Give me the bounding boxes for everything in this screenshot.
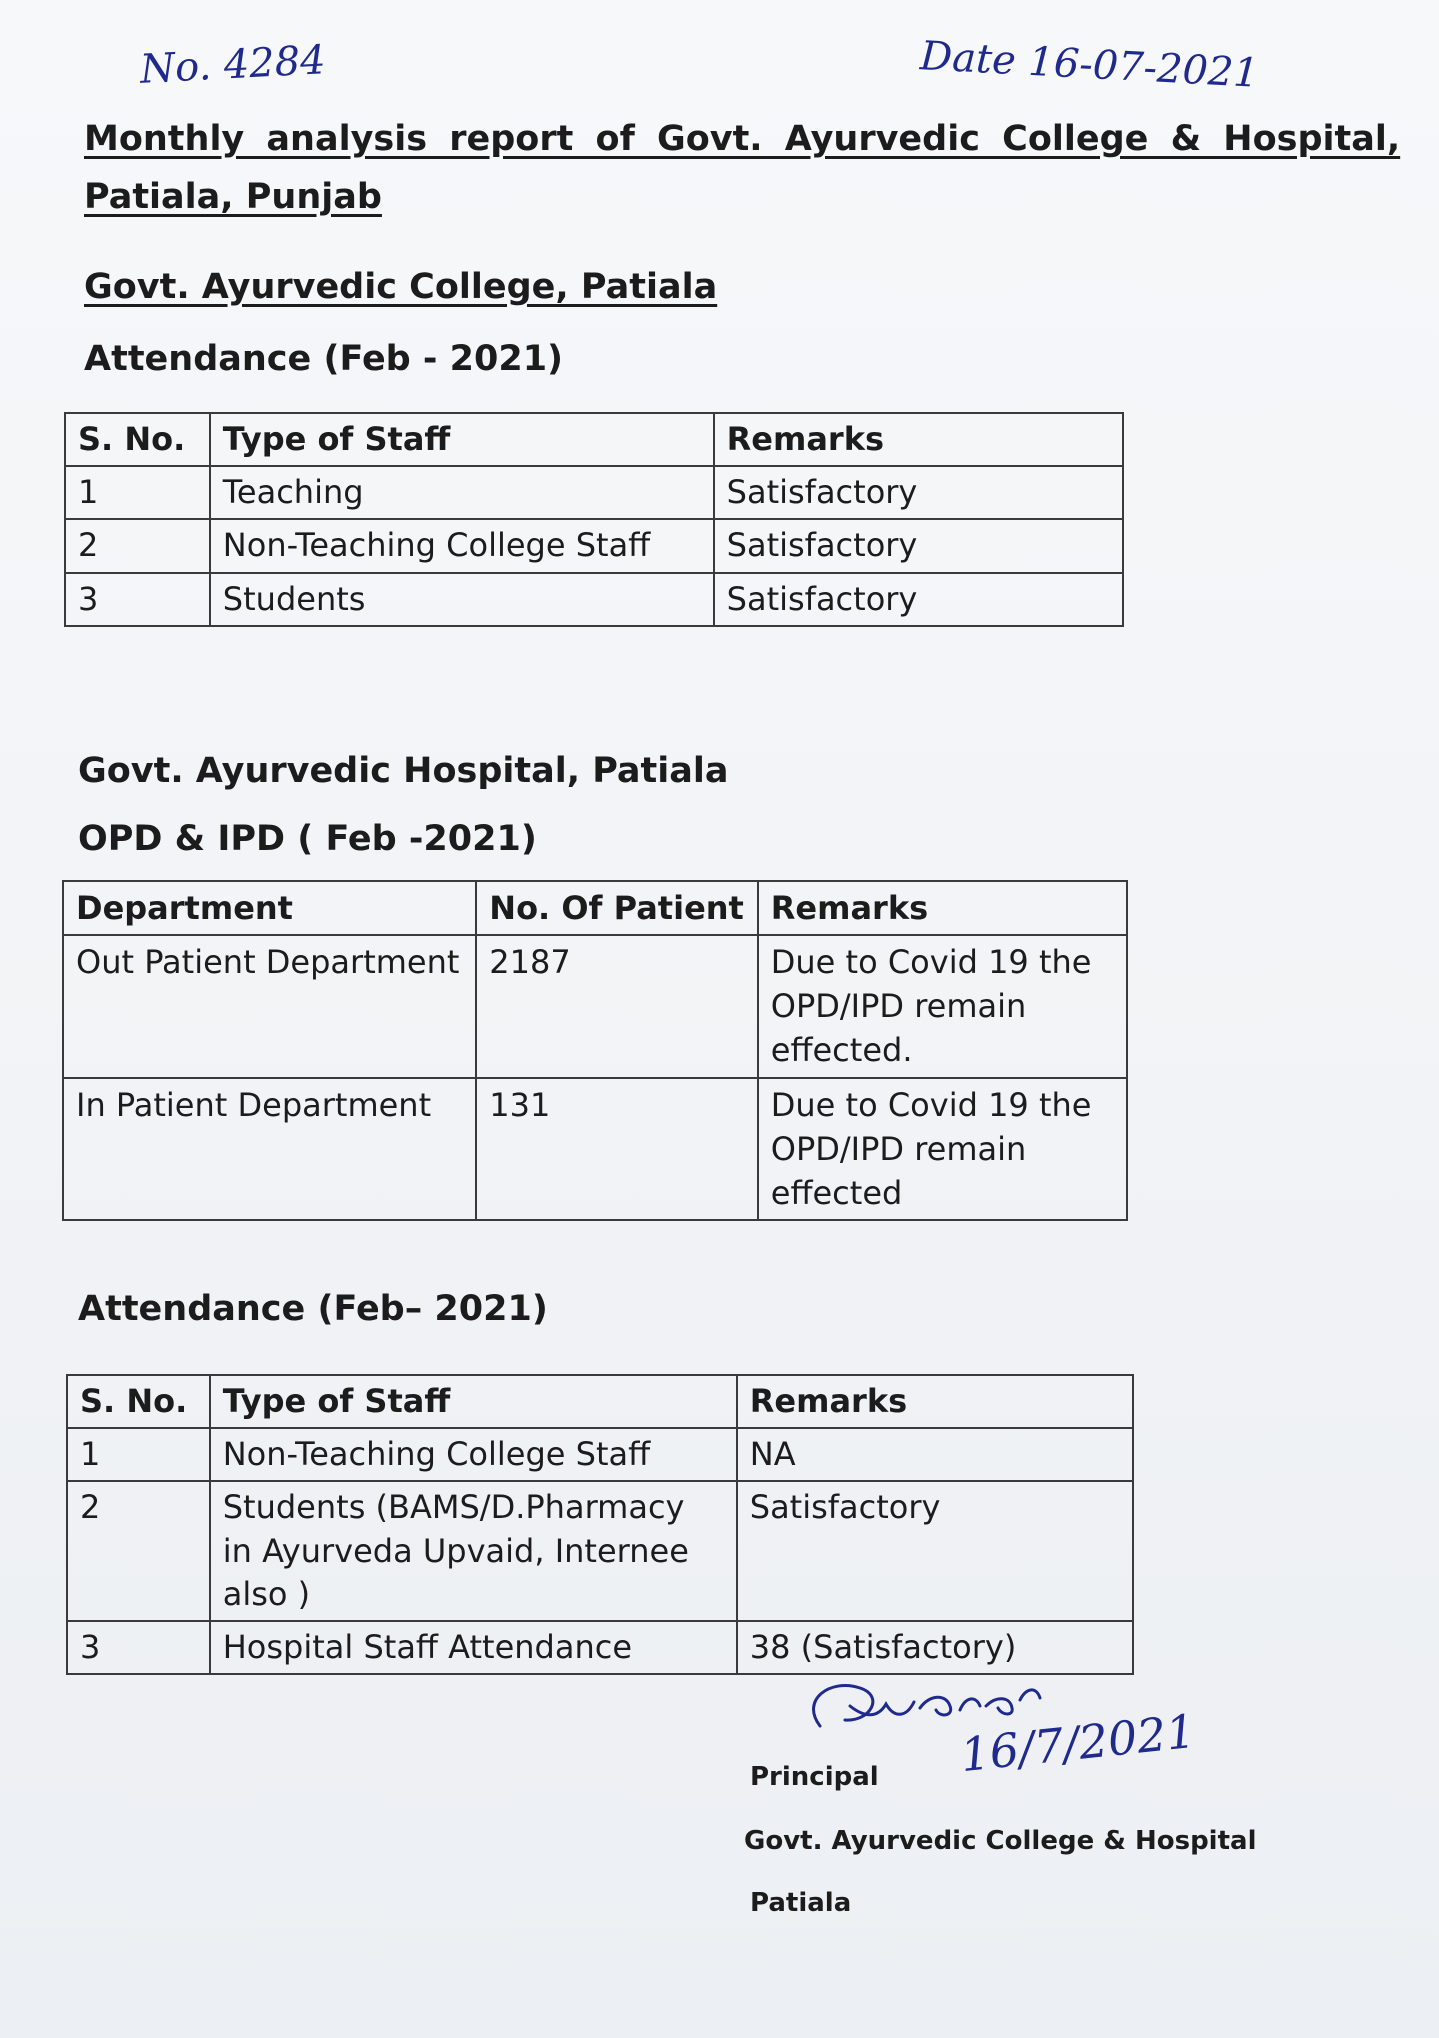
table-cell: 2 [65,519,210,572]
table-cell: Students (BAMS/D.Pharmacy in Ayurveda Upvaid, Internee also ) [210,1481,737,1621]
college-heading: Govt. Ayurvedic College, Patiala [84,267,718,307]
table-cell: 3 [67,1621,210,1674]
column-header: Remarks [737,1375,1133,1428]
table-cell: Satisfactory [714,519,1123,572]
table-cell: NA [737,1428,1133,1481]
table-header-row [67,1375,1133,1428]
table-cell: In Patient Department [63,1078,476,1220]
signatory-institution: Govt. Ayurvedic College & Hospital [744,1826,1257,1856]
table-row [67,1428,1133,1481]
hospital-attendance-heading: Attendance (Feb– 2021) [78,1289,548,1329]
column-header: Type of Staff [210,1375,737,1428]
opd-ipd-table [62,880,1128,1221]
report-title-line1: Monthly analysis report of Govt. Ayurvedic College & Hospital, [84,119,1401,159]
signatory-designation: Principal [750,1762,879,1792]
table-cell: 38 (Satisfactory) [737,1621,1133,1674]
column-header: Type of Staff [210,413,714,466]
table-row [63,935,1127,1077]
column-header: Remarks [758,881,1127,935]
table-cell: Out Patient Department [63,935,476,1077]
table-row [67,1481,1133,1621]
table-cell: Satisfactory [737,1481,1133,1621]
table-row [63,1078,1127,1220]
college-attendance-heading: Attendance (Feb - 2021) [84,339,564,379]
opd-ipd-heading: OPD & IPD ( Feb -2021) [78,819,537,859]
college-attendance-table [64,412,1124,627]
table-cell: Hospital Staff Attendance [210,1621,737,1674]
table-cell: Students [210,573,714,626]
signature-date: 16/7/2021 [957,1703,1199,1783]
table-cell: Due to Covid 19 the OPD/IPD remain effected [758,1078,1127,1220]
table-row [65,466,1123,519]
column-header: S. No. [67,1375,210,1428]
table-cell: Due to Covid 19 the OPD/IPD remain effected. [758,935,1127,1077]
table-cell: Teaching [210,466,714,519]
hospital-heading: Govt. Ayurvedic Hospital, Patiala [78,751,729,791]
column-header: S. No. [65,413,210,466]
column-header: Department [63,881,476,935]
signatory-place: Patiala [750,1888,852,1918]
hospital-attendance-table [66,1374,1134,1675]
table-row [65,573,1123,626]
table-header-row [65,413,1123,466]
reference-number: No. 4284 [138,37,327,93]
table-cell: Satisfactory [714,466,1123,519]
table-cell: Satisfactory [714,573,1123,626]
table-cell: 1 [67,1428,210,1481]
table-cell: 2187 [476,935,757,1077]
table-cell: 131 [476,1078,757,1220]
table-cell: Non-Teaching College Staff [210,519,714,572]
table-cell: 3 [65,573,210,626]
report-title-line2: Patiala, Punjab [84,177,382,217]
table-cell: 1 [65,466,210,519]
column-header: No. Of Patient [476,881,757,935]
reference-date: Date 16-07-2021 [919,33,1260,97]
column-header: Remarks [714,413,1123,466]
table-row [65,519,1123,572]
table-cell: Non-Teaching College Staff [210,1428,737,1481]
table-cell: 2 [67,1481,210,1621]
table-header-row [63,881,1127,935]
